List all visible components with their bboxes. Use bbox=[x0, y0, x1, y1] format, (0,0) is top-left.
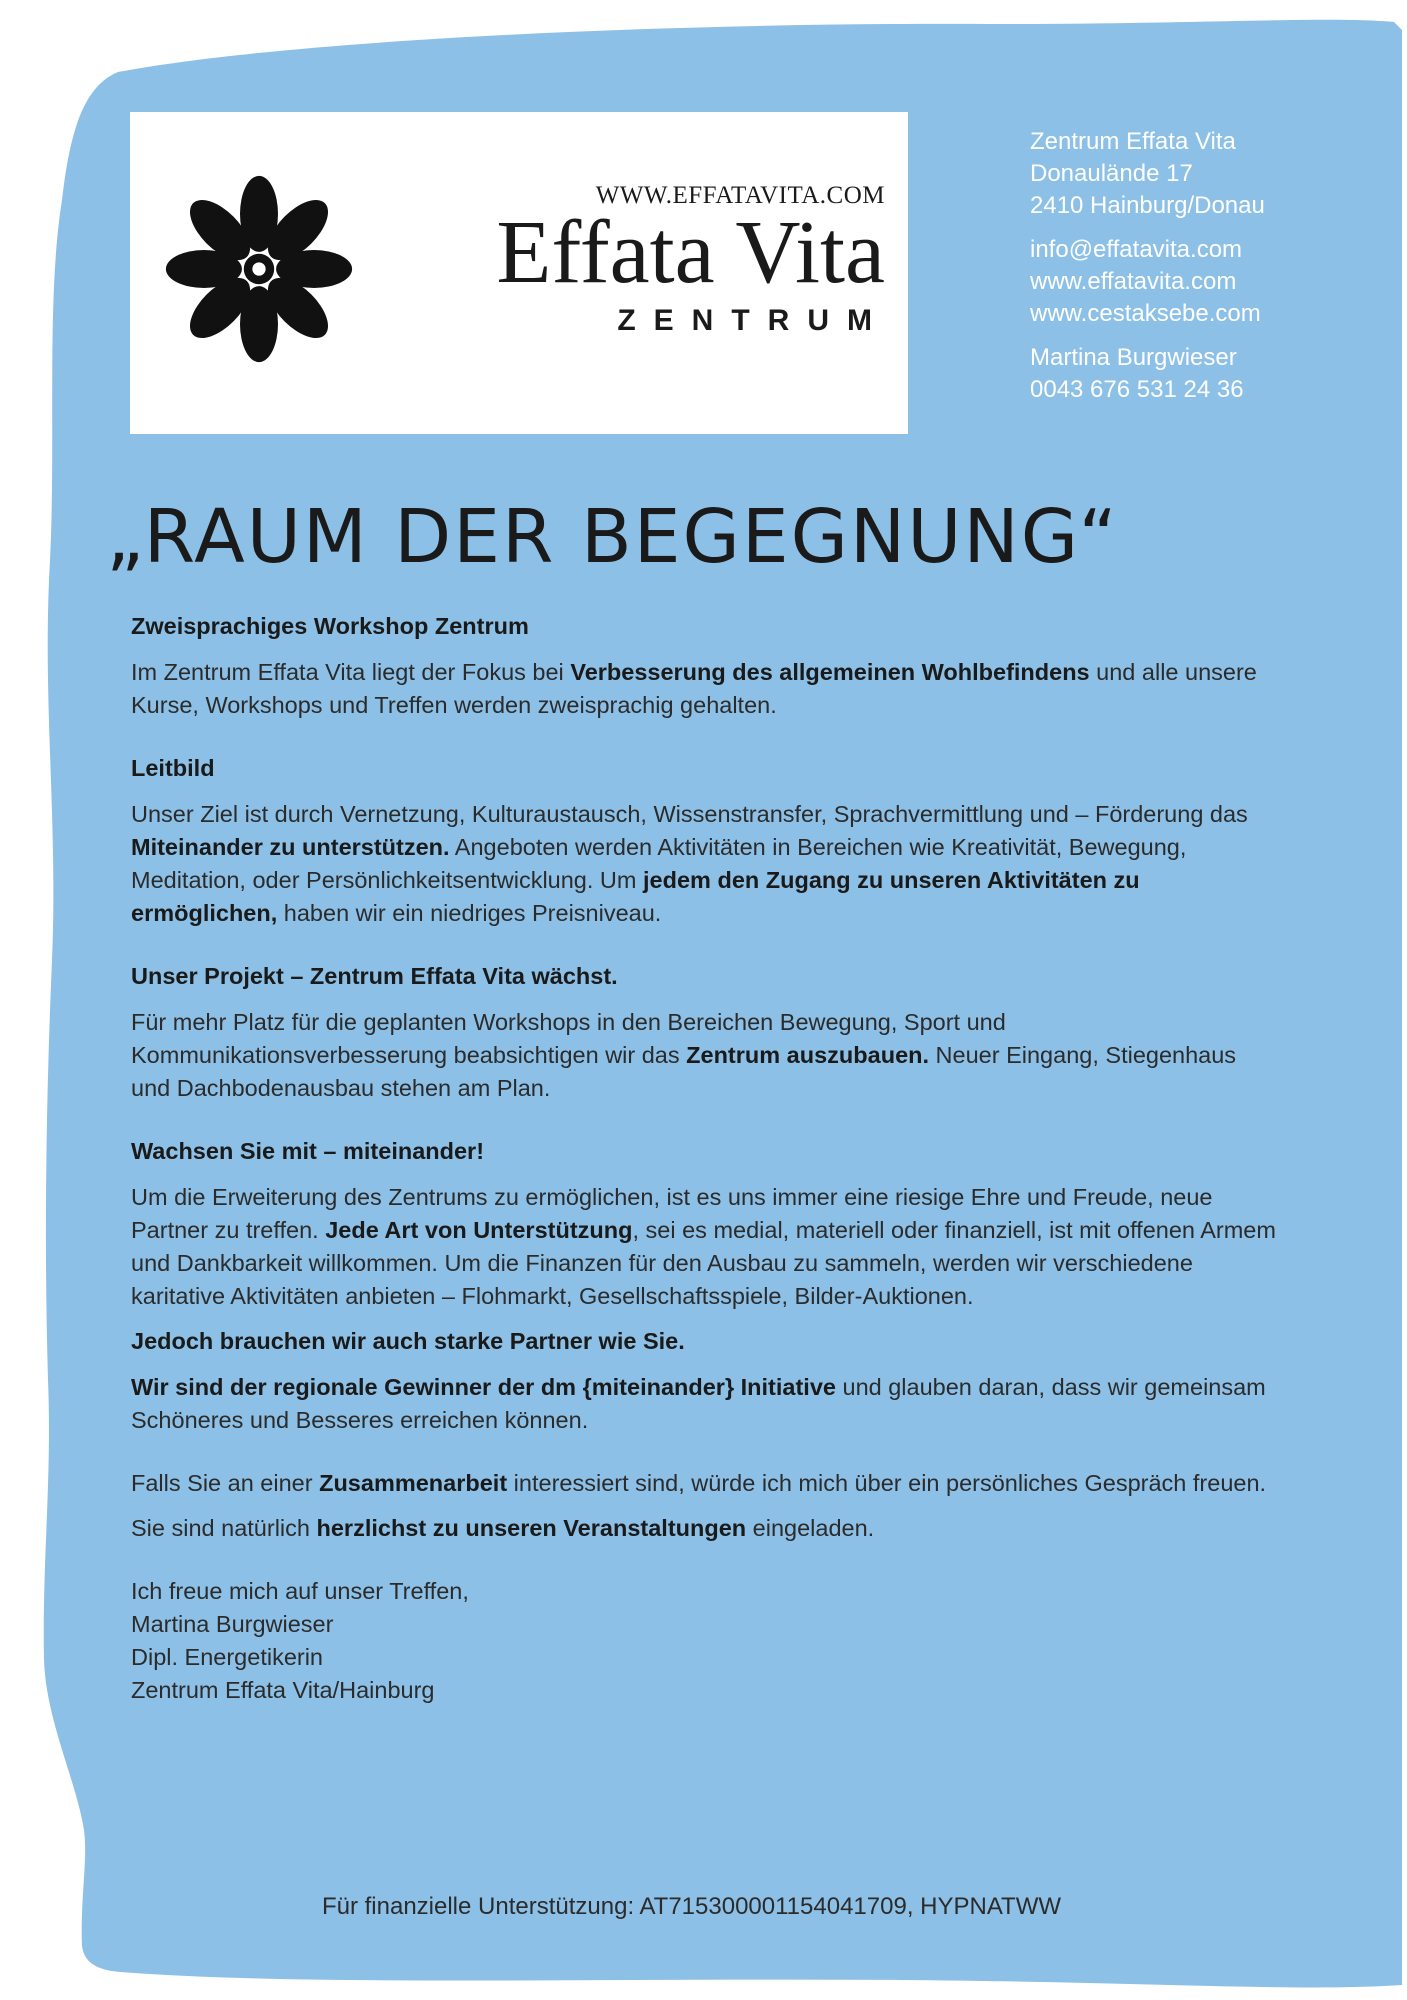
logo-subtitle: ZENTRUM bbox=[617, 304, 890, 337]
section-heading: Leitbild bbox=[131, 755, 215, 781]
section-heading: Unser Projekt – Zentrum Effata Vita wächst. bbox=[131, 963, 618, 989]
flower-icon bbox=[164, 174, 354, 364]
section-paragraph: Sie sind natürlich herzlichst zu unseren Veranstaltungen eingeladen. bbox=[131, 1515, 875, 1541]
section-paragraph: Unser Ziel ist durch Vernetzung, Kulturaustausch, Wissenstransfer, Sprachvermittlung und – Förderung das Miteinander zu unterstützen. Angeboten werden Aktivitäten in Bereichen wie Kreativität, Bewegung, Meditation, oder Persönlichkeitsentwicklung. Um jedem den Zugang zu unseren Aktivitäten zu ermöglichen, haben wir ein niedriges Preisniveau. bbox=[131, 801, 1248, 926]
section-paragraph: Im Zentrum Effata Vita liegt der Fokus bei Verbesserung des allgemeinen Wohlbefindens und alle unsere Kurse, Workshops und Treffen werden zweisprachig gehalten. bbox=[131, 659, 1257, 718]
main-content bbox=[131, 610, 1281, 1707]
contact-name: Martina Burgwieser bbox=[1030, 344, 1237, 371]
section-paragraph: Für mehr Platz für die geplanten Workshops in den Bereichen Bewegung, Sport und Kommunikationsverbesserung beabsichtigen wir das Zentrum auszubauen. Neuer Eingang, Stiegenhaus und Dachbodenausbau stehen am Plan. bbox=[131, 1009, 1237, 1101]
logo-url: WWW.EFFATAVITA.COM bbox=[595, 182, 885, 209]
contact-email[interactable]: info@effatavita.com bbox=[1030, 236, 1243, 263]
contact-phone: 0043 676 531 24 36 bbox=[1030, 376, 1244, 403]
contact-website[interactable]: www.effatavita.com bbox=[1030, 268, 1237, 295]
section-heading: Zweisprachiges Workshop Zentrum bbox=[131, 613, 529, 639]
signature-line: Ich freue mich auf unser Treffen, bbox=[131, 1578, 469, 1604]
contact-website[interactable]: www.cestaksebe.com bbox=[1030, 300, 1261, 327]
signature-line: Dipl. Energetikerin bbox=[131, 1644, 324, 1670]
signature-line: Zentrum Effata Vita/Hainburg bbox=[131, 1677, 435, 1703]
section-heading: Wachsen Sie mit – miteinander! bbox=[131, 1138, 485, 1164]
logo-name: Effata Vita bbox=[496, 203, 885, 302]
section-paragraph: Falls Sie an einer Zusammenarbeit interessiert sind, würde ich mich über ein persönliches Gespräch freuen. bbox=[131, 1470, 1267, 1496]
contact-person bbox=[1030, 342, 1370, 406]
logo-box bbox=[130, 112, 908, 434]
address-line: Donaulände 17 bbox=[1030, 160, 1193, 187]
signature-block bbox=[131, 1575, 1281, 1707]
footer-bank-details: Für finanzielle Unterstützung: AT715300001154041709, HYPNATWW bbox=[321, 1893, 1062, 1920]
section-paragraph: Wir sind der regionale Gewinner der dm {miteinander} Initiative und glauben daran, dass wir gemeinsam Schöneres und Besseres erreichen können. bbox=[131, 1374, 1266, 1433]
signature-line: Martina Burgwieser bbox=[131, 1611, 334, 1637]
section-paragraph: Um die Erweiterung des Zentrums zu ermöglichen, ist es uns immer eine riesige Ehre und Freude, neue Partner zu treffen. Jede Art von Unterstützung, sei es medial, materiell oder finanziell, ist mit offenen Armem und Dankbarkeit willkommen. Um die Finanzen für den Ausbau zu sammeln, werden wir verschiedene karitative Aktivitäten anbieten – Flohmarkt, Gesellschaftsspiele, Bilder-Auktionen. bbox=[131, 1184, 1276, 1309]
address-line: 2410 Hainburg/Donau bbox=[1030, 192, 1265, 219]
contact-block bbox=[1030, 126, 1370, 418]
page-title: „RAUM DER BEGEGNUNG“ bbox=[106, 494, 1119, 580]
contact-web bbox=[1030, 234, 1370, 330]
address-line: Zentrum Effata Vita bbox=[1030, 128, 1236, 155]
section-heading: Jedoch brauchen wir auch starke Partner wie Sie. bbox=[131, 1328, 685, 1354]
contact-address bbox=[1030, 126, 1370, 222]
